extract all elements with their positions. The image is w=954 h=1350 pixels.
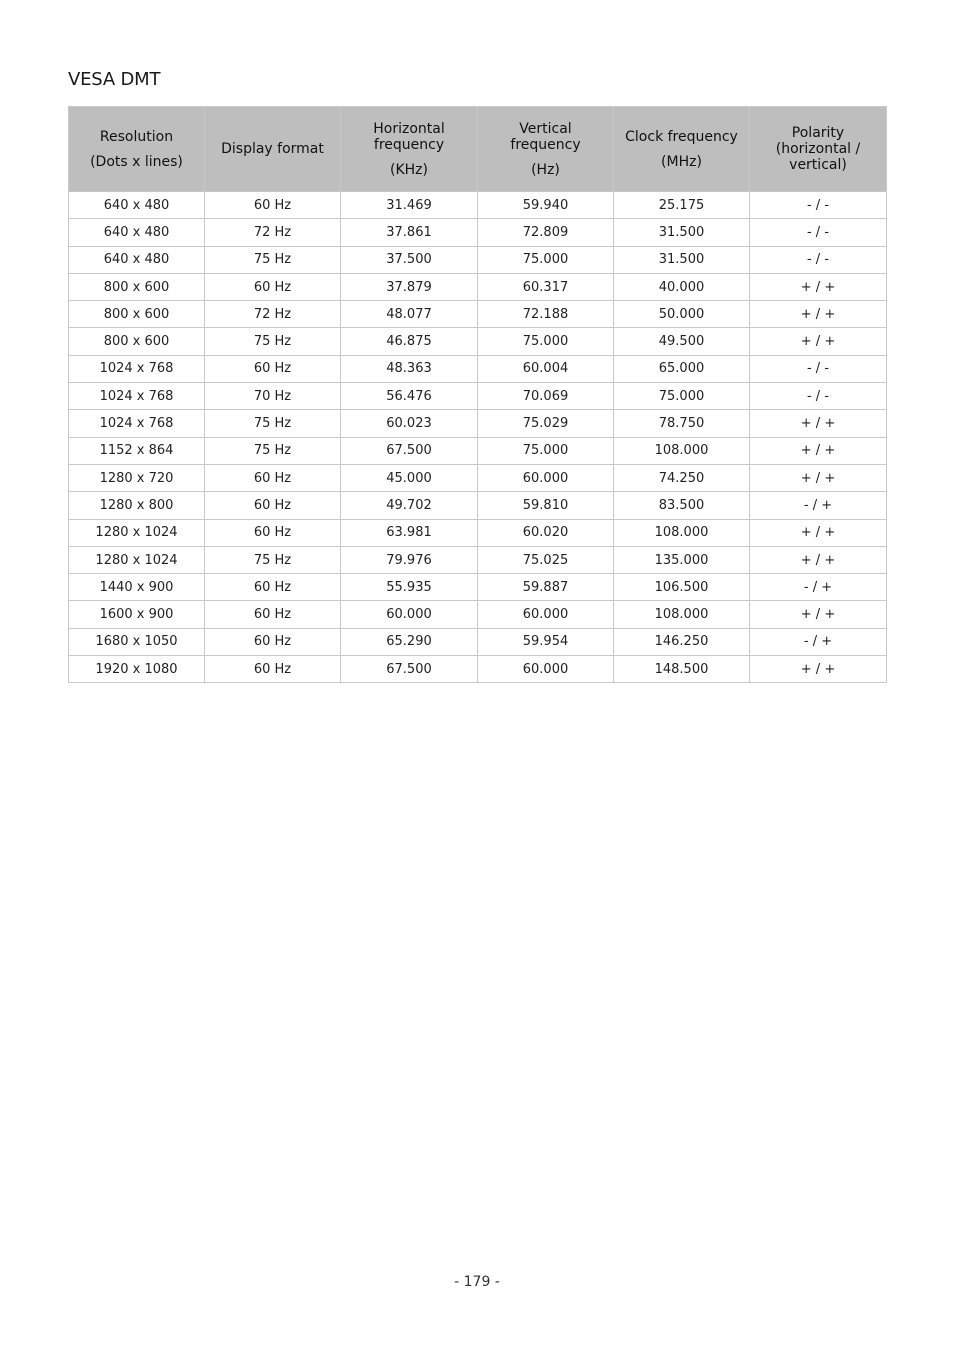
header-horizontal-frequency-line2: (KHz) <box>390 161 428 178</box>
cell-polarity: - / - <box>750 246 887 273</box>
table-row <box>69 464 887 491</box>
cell-polarity: - / - <box>750 219 887 246</box>
cell-vertical-frequency: 60.020 <box>478 519 614 546</box>
table-row <box>69 246 887 273</box>
cell-polarity: + / + <box>750 301 887 328</box>
cell-clock-frequency: 74.250 <box>614 464 750 491</box>
cell-clock-frequency: 146.250 <box>614 628 750 655</box>
cell-resolution: 1680 x 1050 <box>69 628 205 655</box>
cell-polarity: + / + <box>750 546 887 573</box>
cell-vertical-frequency: 75.000 <box>478 328 614 355</box>
cell-horizontal-frequency: 56.476 <box>341 383 478 410</box>
cell-horizontal-frequency: 79.976 <box>341 546 478 573</box>
cell-clock-frequency: 135.000 <box>614 546 750 573</box>
cell-resolution: 800 x 600 <box>69 328 205 355</box>
cell-clock-frequency: 75.000 <box>614 383 750 410</box>
cell-display-format: 60 Hz <box>205 574 341 601</box>
cell-resolution: 1024 x 768 <box>69 355 205 382</box>
cell-display-format: 60 Hz <box>205 464 341 491</box>
header-horizontal-frequency <box>341 107 478 192</box>
cell-polarity: + / + <box>750 656 887 683</box>
cell-vertical-frequency: 72.188 <box>478 301 614 328</box>
table-row <box>69 656 887 683</box>
cell-clock-frequency: 49.500 <box>614 328 750 355</box>
cell-horizontal-frequency: 63.981 <box>341 519 478 546</box>
table-row <box>69 519 887 546</box>
table-row <box>69 601 887 628</box>
cell-horizontal-frequency: 37.861 <box>341 219 478 246</box>
cell-resolution: 1152 x 864 <box>69 437 205 464</box>
header-polarity-line1c: vertical) <box>789 157 847 173</box>
cell-clock-frequency: 148.500 <box>614 656 750 683</box>
header-polarity-line1: Polarity <box>791 125 845 141</box>
header-clock-frequency-line2: (MHz) <box>661 153 702 170</box>
header-display-format <box>205 107 341 192</box>
cell-clock-frequency: 50.000 <box>614 301 750 328</box>
header-vertical-frequency <box>478 107 614 192</box>
cell-resolution: 640 x 480 <box>69 219 205 246</box>
cell-vertical-frequency: 59.810 <box>478 492 614 519</box>
cell-horizontal-frequency: 46.875 <box>341 328 478 355</box>
table-row <box>69 192 887 219</box>
cell-polarity: + / + <box>750 273 887 300</box>
cell-vertical-frequency: 60.004 <box>478 355 614 382</box>
cell-clock-frequency: 108.000 <box>614 437 750 464</box>
cell-polarity: + / + <box>750 601 887 628</box>
table-row <box>69 328 887 355</box>
section-title: VESA DMT <box>68 69 161 90</box>
cell-resolution: 800 x 600 <box>69 301 205 328</box>
cell-clock-frequency: 31.500 <box>614 219 750 246</box>
table-row <box>69 492 887 519</box>
cell-horizontal-frequency: 37.500 <box>341 246 478 273</box>
cell-display-format: 75 Hz <box>205 246 341 273</box>
cell-resolution: 1024 x 768 <box>69 410 205 437</box>
cell-resolution: 1024 x 768 <box>69 383 205 410</box>
cell-horizontal-frequency: 37.879 <box>341 273 478 300</box>
header-vertical-frequency-line1: Vertical <box>519 120 572 137</box>
cell-resolution: 1920 x 1080 <box>69 656 205 683</box>
cell-vertical-frequency: 75.025 <box>478 546 614 573</box>
cell-resolution: 1280 x 1024 <box>69 546 205 573</box>
cell-clock-frequency: 108.000 <box>614 519 750 546</box>
cell-clock-frequency: 65.000 <box>614 355 750 382</box>
cell-resolution: 640 x 480 <box>69 192 205 219</box>
cell-resolution: 1280 x 1024 <box>69 519 205 546</box>
cell-horizontal-frequency: 45.000 <box>341 464 478 491</box>
cell-vertical-frequency: 59.954 <box>478 628 614 655</box>
cell-horizontal-frequency: 49.702 <box>341 492 478 519</box>
cell-resolution: 1280 x 800 <box>69 492 205 519</box>
cell-polarity: - / - <box>750 355 887 382</box>
cell-clock-frequency: 78.750 <box>614 410 750 437</box>
cell-display-format: 60 Hz <box>205 656 341 683</box>
cell-horizontal-frequency: 31.469 <box>341 192 478 219</box>
cell-horizontal-frequency: 67.500 <box>341 656 478 683</box>
cell-display-format: 72 Hz <box>205 301 341 328</box>
cell-display-format: 70 Hz <box>205 383 341 410</box>
cell-vertical-frequency: 59.940 <box>478 192 614 219</box>
page-number: - 179 - <box>454 1274 500 1290</box>
header-polarity-line1b: (horizontal / <box>775 141 861 157</box>
cell-polarity: - / - <box>750 192 887 219</box>
table-row <box>69 355 887 382</box>
cell-display-format: 72 Hz <box>205 219 341 246</box>
cell-display-format: 60 Hz <box>205 628 341 655</box>
cell-resolution: 1440 x 900 <box>69 574 205 601</box>
table-row <box>69 410 887 437</box>
cell-horizontal-frequency: 60.000 <box>341 601 478 628</box>
table-row <box>69 219 887 246</box>
cell-vertical-frequency: 72.809 <box>478 219 614 246</box>
cell-vertical-frequency: 60.000 <box>478 601 614 628</box>
cell-horizontal-frequency: 60.023 <box>341 410 478 437</box>
cell-polarity: + / + <box>750 519 887 546</box>
cell-clock-frequency: 25.175 <box>614 192 750 219</box>
table-row <box>69 574 887 601</box>
cell-resolution: 1600 x 900 <box>69 601 205 628</box>
table-row <box>69 628 887 655</box>
cell-display-format: 60 Hz <box>205 355 341 382</box>
cell-vertical-frequency: 60.000 <box>478 656 614 683</box>
cell-clock-frequency: 40.000 <box>614 273 750 300</box>
cell-clock-frequency: 31.500 <box>614 246 750 273</box>
cell-vertical-frequency: 75.000 <box>478 246 614 273</box>
cell-display-format: 60 Hz <box>205 601 341 628</box>
cell-polarity: - / + <box>750 574 887 601</box>
cell-display-format: 60 Hz <box>205 273 341 300</box>
cell-horizontal-frequency: 48.077 <box>341 301 478 328</box>
cell-vertical-frequency: 75.029 <box>478 410 614 437</box>
cell-horizontal-frequency: 65.290 <box>341 628 478 655</box>
header-clock-frequency-line1: Clock frequency <box>625 128 738 145</box>
header-vertical-frequency-line1b: frequency <box>510 136 581 153</box>
header-horizontal-frequency-line1b: frequency <box>373 136 445 153</box>
table-row <box>69 273 887 300</box>
cell-clock-frequency: 83.500 <box>614 492 750 519</box>
cell-vertical-frequency: 75.000 <box>478 437 614 464</box>
cell-display-format: 60 Hz <box>205 519 341 546</box>
cell-clock-frequency: 106.500 <box>614 574 750 601</box>
cell-vertical-frequency: 60.000 <box>478 464 614 491</box>
cell-vertical-frequency: 60.317 <box>478 273 614 300</box>
cell-horizontal-frequency: 48.363 <box>341 355 478 382</box>
cell-display-format: 75 Hz <box>205 328 341 355</box>
header-display-format-line1: Display format <box>221 141 324 157</box>
header-horizontal-frequency-line1: Horizontal <box>373 120 445 137</box>
cell-horizontal-frequency: 67.500 <box>341 437 478 464</box>
cell-display-format: 60 Hz <box>205 192 341 219</box>
header-resolution-line2: (Dots x lines) <box>90 153 183 170</box>
cell-resolution: 1280 x 720 <box>69 464 205 491</box>
cell-clock-frequency: 108.000 <box>614 601 750 628</box>
table-row <box>69 383 887 410</box>
cell-display-format: 75 Hz <box>205 437 341 464</box>
table-row <box>69 437 887 464</box>
vesa-dmt-table <box>68 106 887 683</box>
cell-polarity: - / - <box>750 383 887 410</box>
cell-vertical-frequency: 59.887 <box>478 574 614 601</box>
header-resolution-line1: Resolution <box>99 128 174 145</box>
cell-resolution: 640 x 480 <box>69 246 205 273</box>
cell-vertical-frequency: 70.069 <box>478 383 614 410</box>
table-header-row <box>69 107 887 192</box>
cell-resolution: 800 x 600 <box>69 273 205 300</box>
table-row <box>69 301 887 328</box>
header-resolution <box>69 107 205 192</box>
cell-polarity: - / + <box>750 492 887 519</box>
header-clock-frequency <box>614 107 750 192</box>
cell-polarity: + / + <box>750 464 887 491</box>
table-row <box>69 546 887 573</box>
header-vertical-frequency-line2: (Hz) <box>531 161 560 178</box>
cell-polarity: + / + <box>750 410 887 437</box>
cell-display-format: 75 Hz <box>205 410 341 437</box>
cell-polarity: + / + <box>750 437 887 464</box>
cell-display-format: 60 Hz <box>205 492 341 519</box>
cell-polarity: - / + <box>750 628 887 655</box>
cell-horizontal-frequency: 55.935 <box>341 574 478 601</box>
header-polarity <box>750 107 887 192</box>
cell-display-format: 75 Hz <box>205 546 341 573</box>
cell-polarity: + / + <box>750 328 887 355</box>
